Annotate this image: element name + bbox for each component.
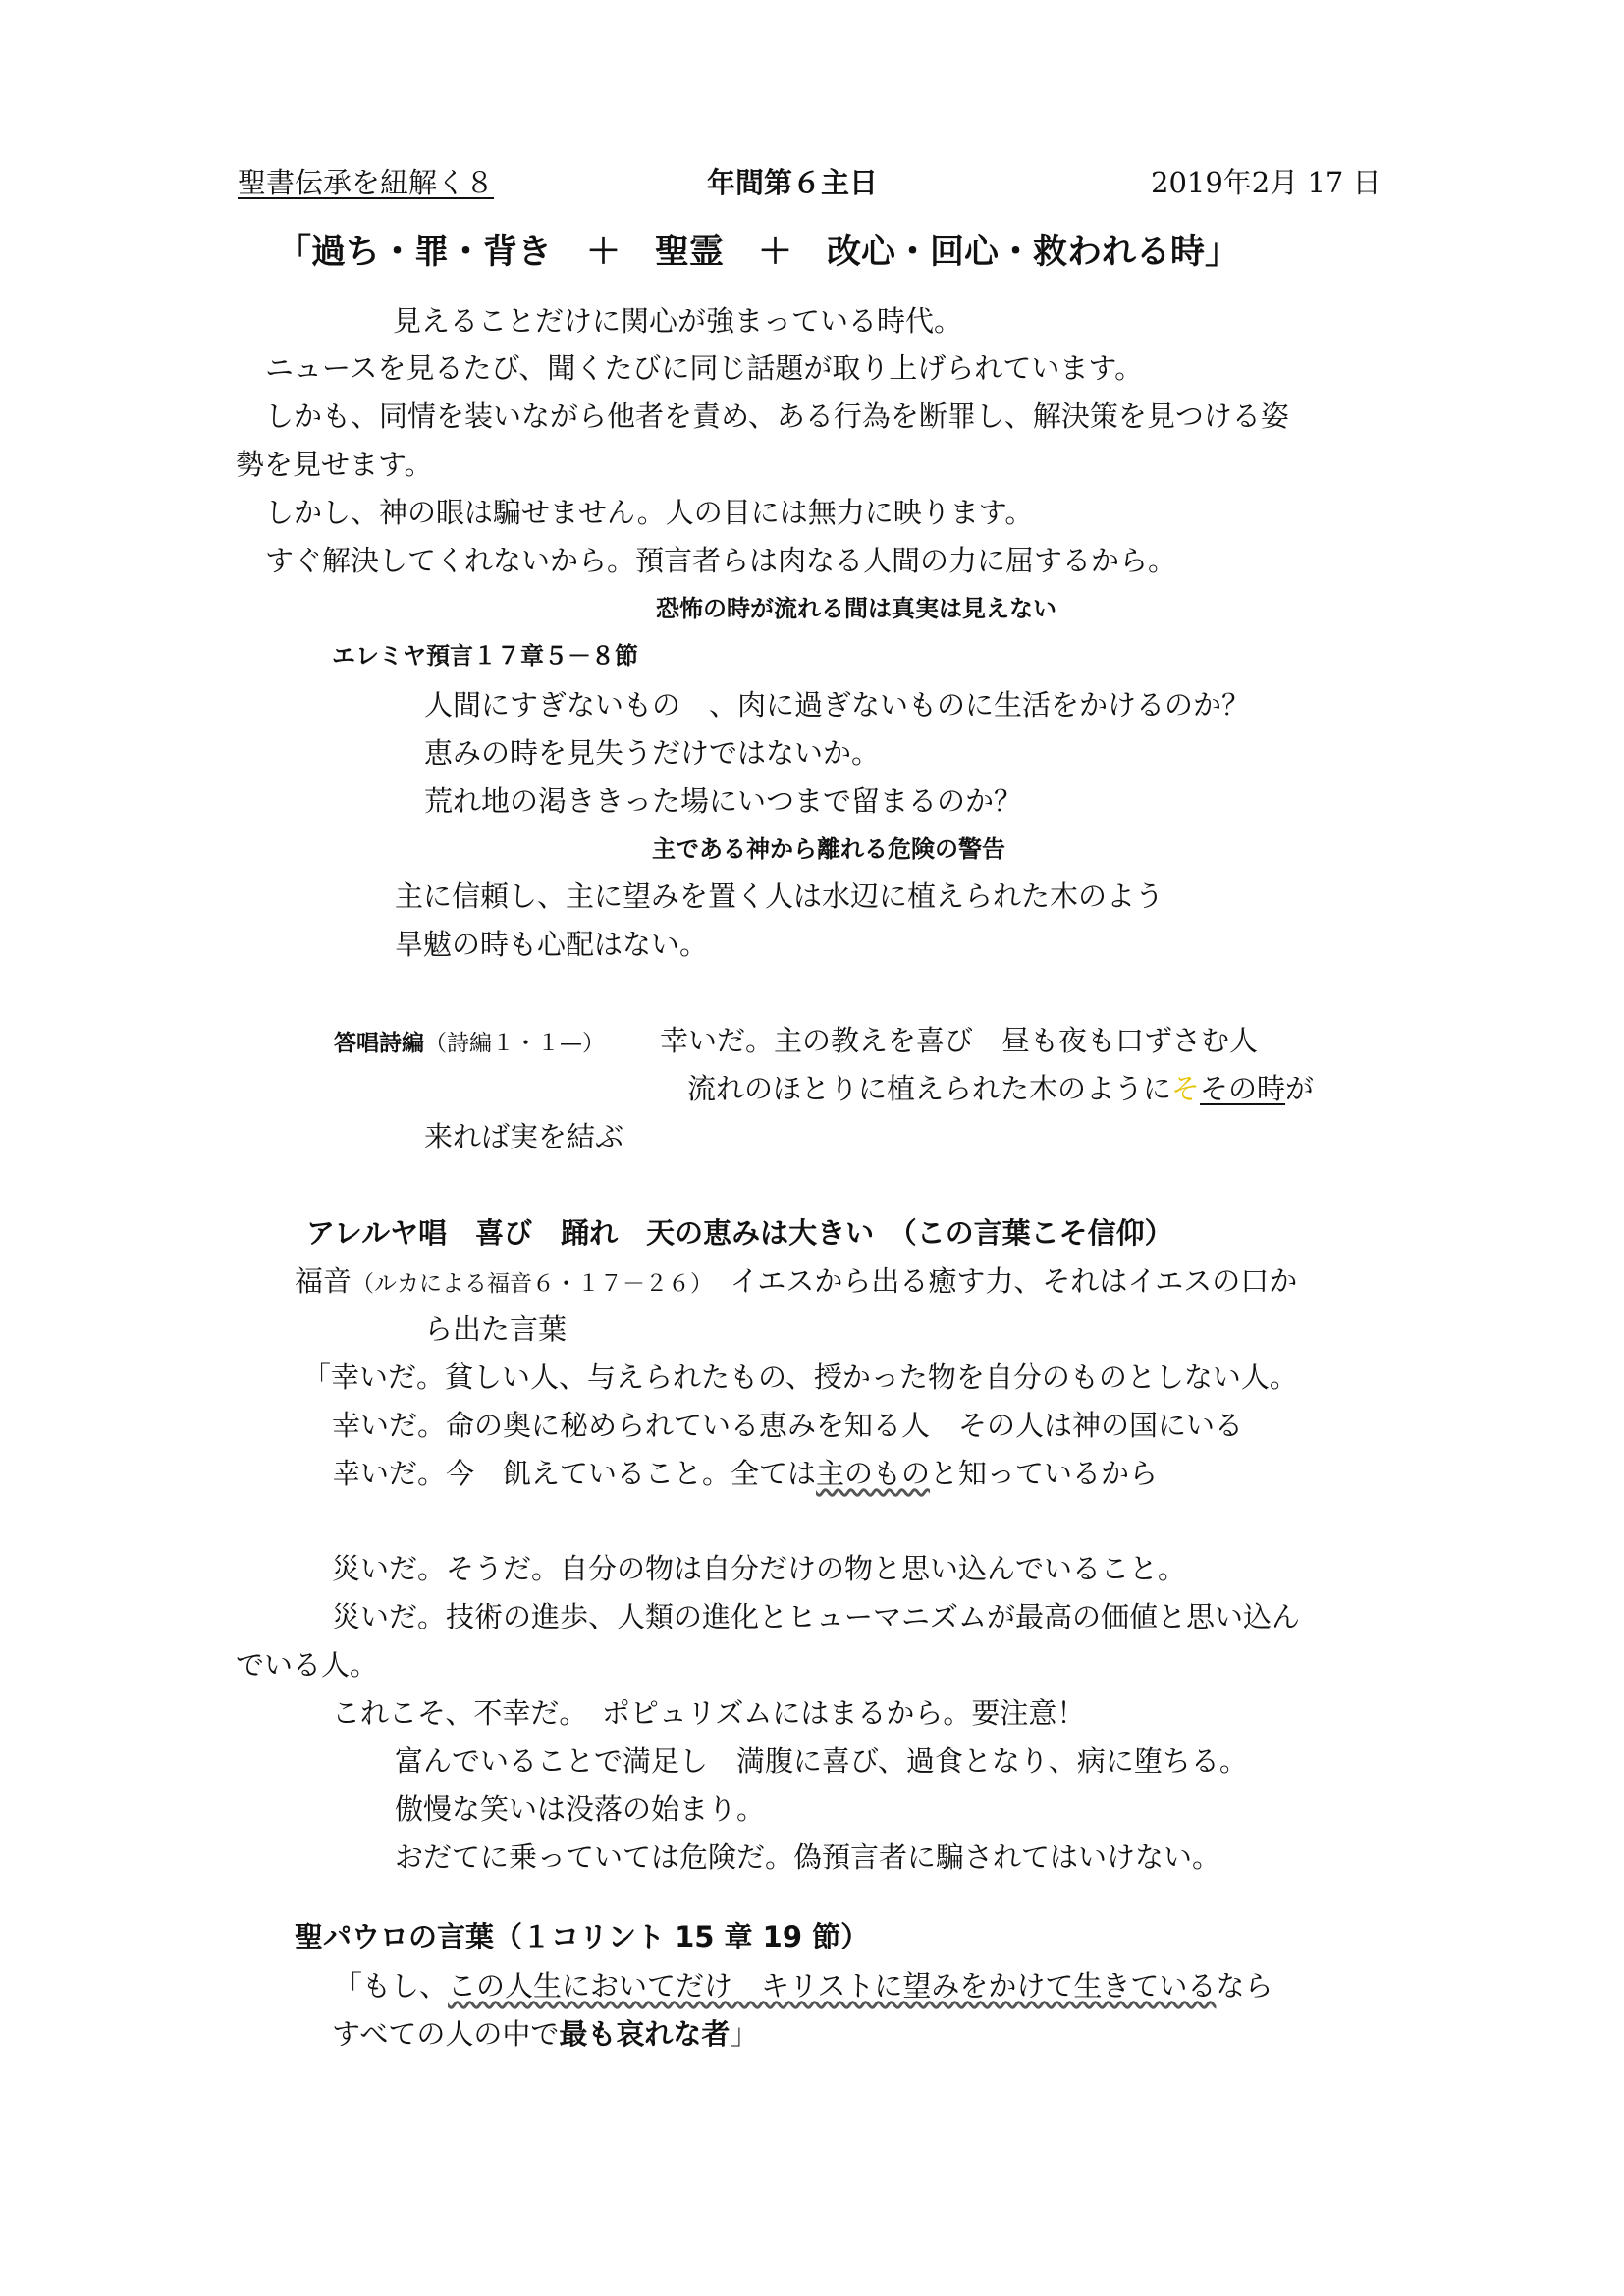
psalm-line <box>687 1069 1314 1108</box>
beatitude-line <box>332 1454 1158 1493</box>
body-line: 旱魃の時も心配はない。 <box>395 928 709 961</box>
paul-quote-text: 」 <box>730 2017 759 2051</box>
scripture-line: 恵みの時を見失うだけではないか。 <box>424 736 881 770</box>
intro-line: すぐ解決してくれないから。預言者らは肉なる人間の力に屈するから。 <box>265 544 1177 577</box>
psalm-text: が <box>1285 1072 1315 1105</box>
section-heading: 恐怖の時が流れる間は真実は見えない <box>656 595 1056 622</box>
paul-quote-text: すべての人の中で <box>332 2017 560 2051</box>
paul-quote-line <box>334 1966 1272 2005</box>
woe-line: おだてに乗っていては危険だ。偽預言者に騙されてはいけない。 <box>395 1841 1221 1874</box>
wavy-underlined-phrase: この人生においてだけ キリストに望みをかけて生きている <box>448 1969 1217 2002</box>
date-label: 2019年2月 17 日 <box>1151 166 1381 199</box>
woe-line: これこそ、不幸だ。 ポピュリズムにはまるから。要注意！ <box>332 1696 1086 1730</box>
highlighted-char: そ <box>1171 1072 1201 1105</box>
intro-line: ニュースを見るたび、聞くたびに同じ話題が取り上げられています。 <box>265 351 1144 385</box>
section-heading: 主である神から離れる危険の警告 <box>652 835 1005 863</box>
paul-quote-text: 「もし、 <box>334 1969 449 2002</box>
series-label: 聖書伝承を紐解く８ <box>238 166 495 199</box>
scripture-line: 荒れ地の渇ききった場にいつまで留まるのか？ <box>424 784 1023 818</box>
beatitude-line: 幸いだ。命の奥に秘められている恵みを知る人 その人は神の国にいる <box>332 1409 1244 1442</box>
woe-line: 傲慢な笑いは没落の始まり。 <box>395 1792 766 1826</box>
scripture-line: 人間にすぎないもの 、肉に過ぎないものに生活をかけるのか？ <box>424 688 1251 721</box>
wavy-underlined-phrase: 主のもの <box>816 1457 931 1490</box>
psalm-line: 幸いだ。主の教えを喜び 昼も夜も口ずさむ人 <box>660 1024 1259 1057</box>
psalm-text: 流れのほとりに植えられた木のように <box>687 1072 1172 1105</box>
scripture-reference: エレミヤ預言１７章５－８節 <box>332 642 638 669</box>
paul-heading: 聖パウロの言葉（１コリント 15 章 19 節） <box>295 1920 870 1953</box>
alleluia-line: アレルヤ唱 喜び 踊れ 天の恵みは大きい （この言葉こそ信仰） <box>306 1216 1173 1250</box>
gospel-heading-line <box>295 1261 1297 1304</box>
gospel-reference: （ルカによる福音６・１７－２６） <box>352 1271 702 1297</box>
paul-quote-text: なら <box>1216 1969 1273 2002</box>
gospel-line: ら出た言葉 <box>424 1312 568 1346</box>
gospel-text: イエスから出る癒す力、それはイエスの口か <box>701 1264 1298 1298</box>
beatitude-text: と知っているから <box>930 1457 1159 1490</box>
intro-line: 勢を見せます。 <box>236 448 433 481</box>
psalm-heading-line <box>334 1021 605 1063</box>
page-title: 「過ち・罪・背き ＋ 聖霊 ＋ 改心・回心・救われる時」 <box>277 233 1240 272</box>
beatitude-line: 「幸いだ。貧しい人、与えられたもの、授かった物を自分のものとしない人。 <box>302 1361 1298 1394</box>
intro-line: しかし、神の眼は騙せません。人の目には無力に映ります。 <box>265 496 1034 529</box>
intro-line: 見えることだけに関心が強まっている時代。 <box>393 304 963 338</box>
underlined-phrase: その時 <box>1200 1072 1286 1105</box>
paul-quote-line <box>332 2014 758 2054</box>
psalm-label: 答唱詩編 <box>334 1031 424 1056</box>
bold-phrase: 最も哀れな者 <box>559 2017 731 2051</box>
woe-line: 災いだ。技術の進歩、人類の進化とヒューマニズムが最高の価値と思い込ん <box>332 1600 1301 1633</box>
occasion-label: 年間第６主日 <box>707 166 879 199</box>
body-line: 主に信頼し、主に望みを置く人は水辺に植えられた木のよう <box>395 880 1164 913</box>
psalm-reference: （詩編１・１—） <box>424 1031 605 1056</box>
woe-line: 富んでいることで満足し 満腹に喜び、過食となり、病に堕ちる。 <box>395 1744 1248 1778</box>
woe-line: 災いだ。そうだ。自分の物は自分だけの物と思い込んでいること。 <box>332 1552 1187 1585</box>
woe-line: でいる人。 <box>236 1648 379 1682</box>
psalm-line: 来れば実を結ぶ <box>424 1120 624 1153</box>
gospel-label: 福音 <box>295 1264 352 1298</box>
beatitude-text: 幸いだ。今 飢えていること。全ては <box>332 1457 817 1490</box>
intro-line: しかも、同情を装いながら他者を責め、ある行為を断罪し、解決策を見つける姿 <box>265 400 1289 433</box>
